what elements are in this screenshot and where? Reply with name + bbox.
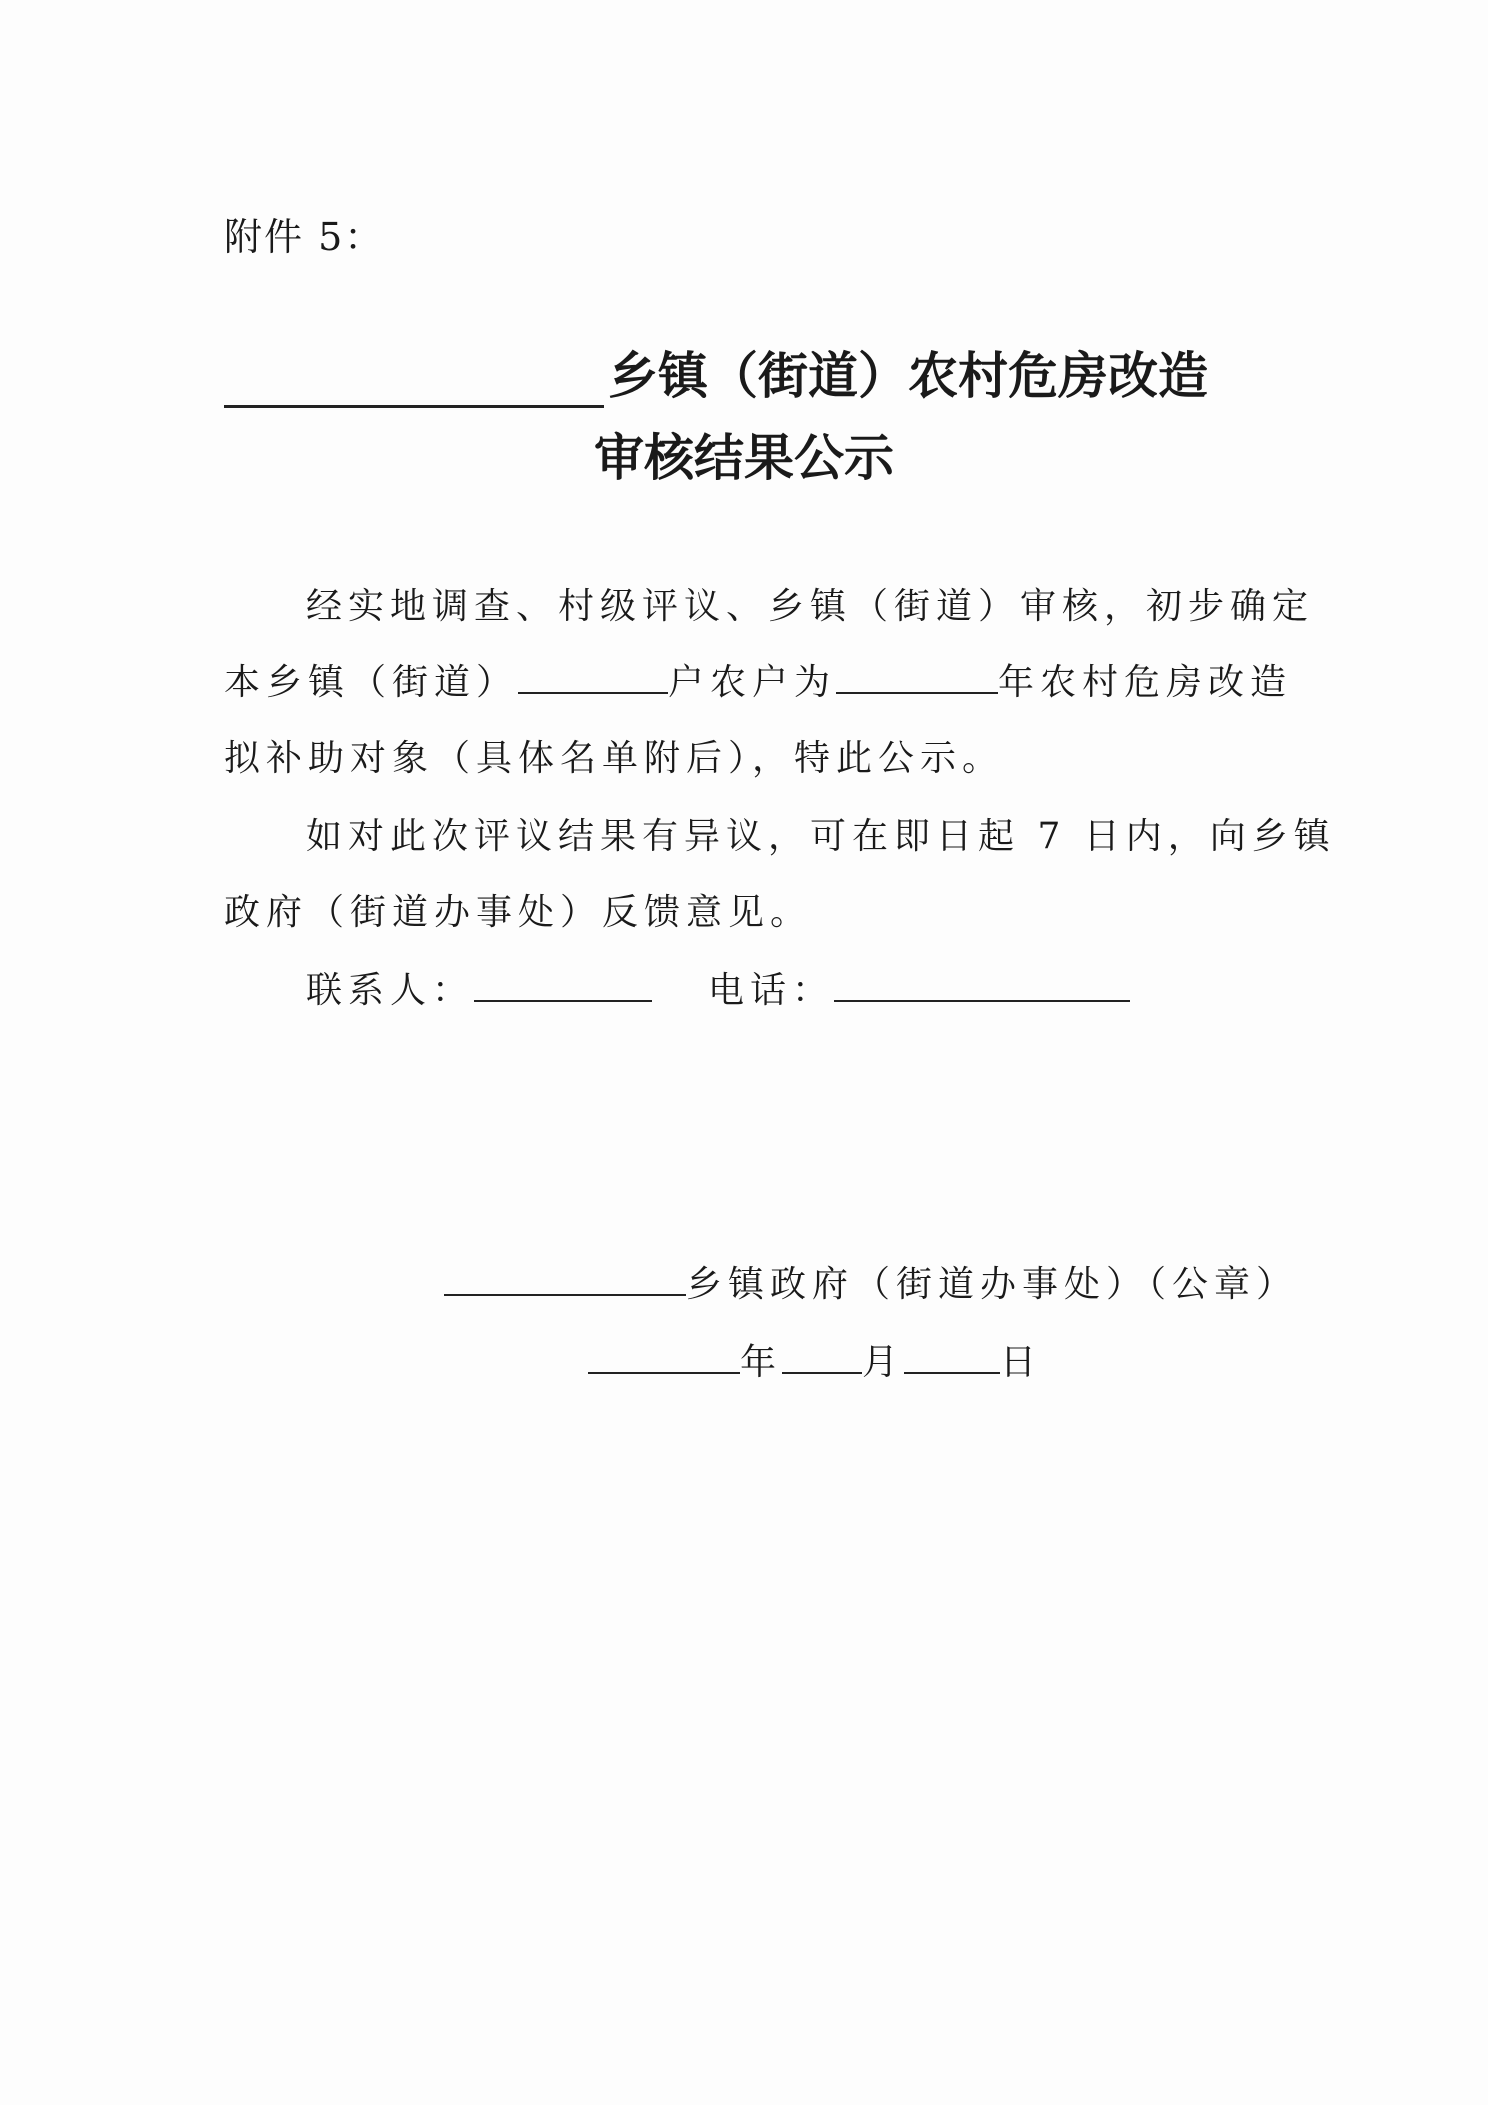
contact-blank xyxy=(474,970,652,1002)
body-line-4: 如对此次评议结果有异议，可在即日起 7 日内，向乡镇 xyxy=(306,816,1336,857)
title-line-1-text: 乡镇（街道）农村危房改造 xyxy=(608,346,1208,405)
title-line-2: 审核结果公示 xyxy=(594,428,894,487)
signature-org-text: 乡镇政府（街道办事处）（公章） xyxy=(686,1264,1299,1305)
phone-blank xyxy=(834,970,1130,1002)
body-line-2-part-2: 户农户为 xyxy=(668,662,837,703)
body-line-2-part-1: 本乡镇（街道） xyxy=(224,662,519,703)
household-count-blank xyxy=(518,662,668,694)
year-label: 年 xyxy=(740,1342,783,1383)
year-blank xyxy=(836,662,998,694)
date-line xyxy=(588,1334,1042,1385)
title-line-1 xyxy=(224,336,1208,408)
body-line-5: 政府（街道办事处）反馈意见。 xyxy=(224,892,813,933)
attachment-label: 附件 5： xyxy=(224,215,385,259)
date-day-blank xyxy=(904,1342,1000,1374)
body-line-2-part-3: 年农村危房改造 xyxy=(998,662,1293,703)
body-line-1: 经实地调查、村级评议、乡镇（街道）审核，初步确定 xyxy=(306,586,1315,627)
township-name-blank xyxy=(224,357,604,408)
month-label: 月 xyxy=(862,1342,905,1383)
day-label: 日 xyxy=(1000,1342,1043,1383)
phone-label: 电话： xyxy=(708,970,835,1011)
signature-line xyxy=(444,1256,1298,1307)
body-line-3: 拟补助对象（具体名单附后），特此公示。 xyxy=(224,738,1005,779)
contact-label: 联系人： xyxy=(306,970,475,1011)
body-line-2 xyxy=(224,654,1292,705)
contact-line xyxy=(306,962,1130,1013)
government-name-blank xyxy=(444,1264,686,1296)
date-year-blank xyxy=(588,1342,740,1374)
date-month-blank xyxy=(782,1342,862,1374)
